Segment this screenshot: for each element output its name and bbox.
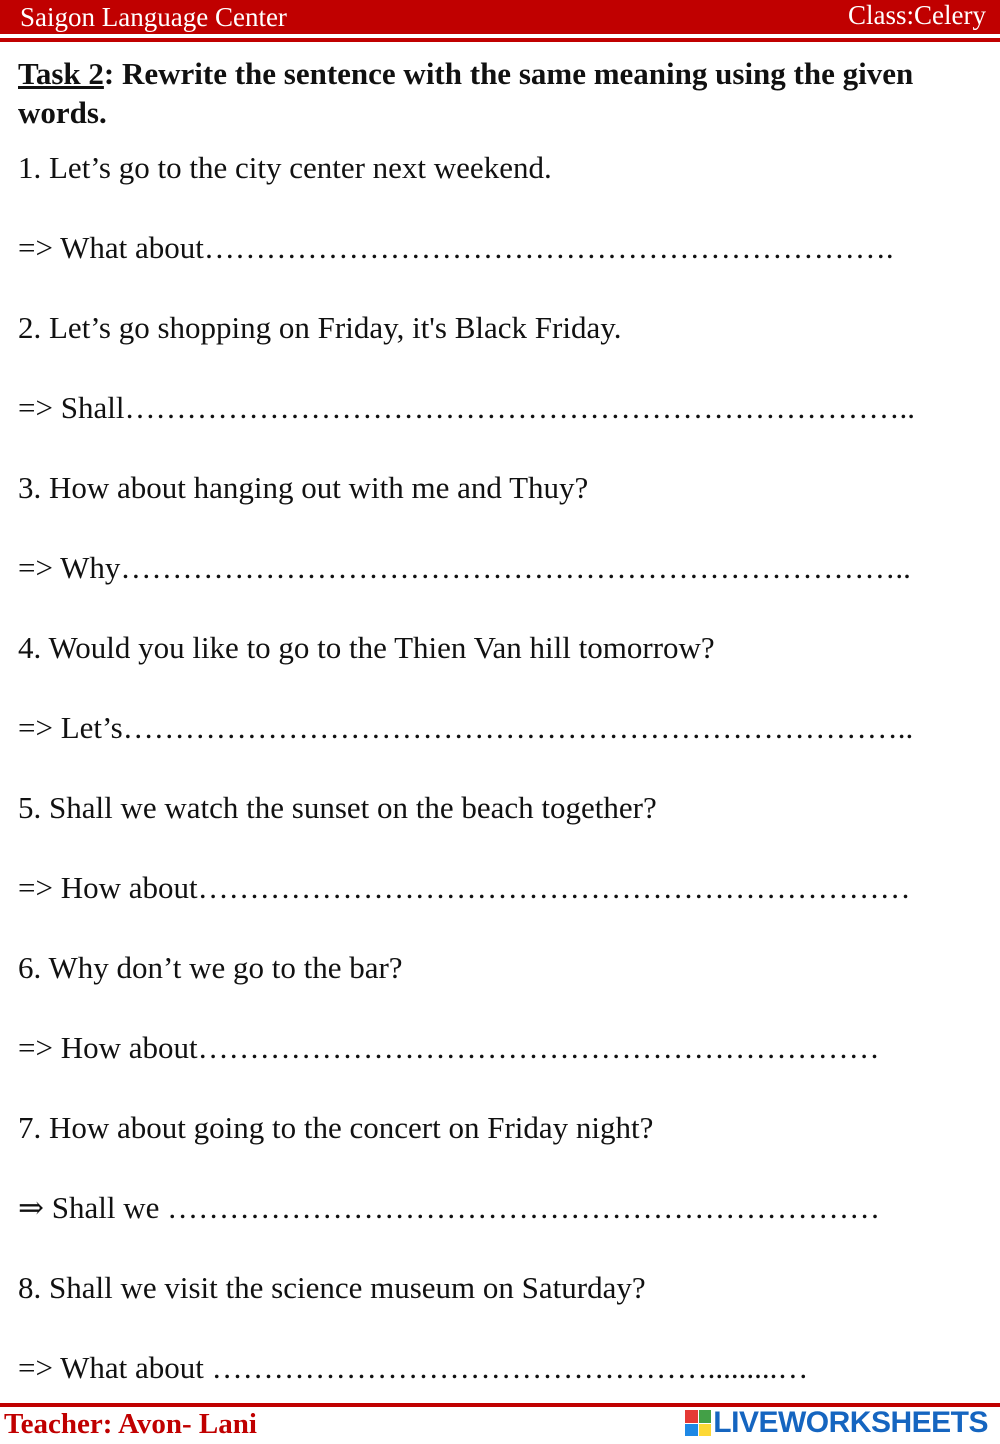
answer-line-7[interactable]: ⇒ Shall we ……………………………………………………………: [18, 1190, 881, 1225]
question-2: 2. Let’s go shopping on Friday, it's Black Friday.: [18, 310, 622, 345]
task-heading: [18, 54, 978, 132]
class-name: Class:Celery: [848, 0, 986, 30]
school-name: Saigon Language Center: [20, 2, 287, 32]
answer-line-1[interactable]: => What about………………………………………………………….: [18, 230, 894, 265]
question-7: 7. How about going to the concert on Friday night?: [18, 1110, 654, 1145]
logo-text: LIVEWORKSHEETS: [713, 1406, 988, 1439]
teacher-name: Teacher: Avon- Lani: [4, 1408, 257, 1440]
answer-line-5[interactable]: => How about……………………………………………………………: [18, 870, 911, 905]
liveworksheets-logo[interactable]: [685, 1406, 988, 1440]
answer-line-2[interactable]: => Shall…………………………………………………………………..: [18, 390, 915, 425]
answer-line-3[interactable]: => Why…………………………………………………………………..: [18, 550, 911, 585]
header-divider: [0, 38, 1000, 42]
question-3: 3. How about hanging out with me and Thuy?: [18, 470, 589, 505]
liveworksheets-logo-icon: [685, 1410, 711, 1436]
task-instruction: : Rewrite the sentence with the same meaning using the given words.: [18, 56, 914, 130]
answer-line-6[interactable]: => How about…………………………………………………………: [18, 1030, 880, 1065]
question-6: 6. Why don’t we go to the bar?: [18, 950, 403, 985]
header-bar: [0, 0, 1000, 34]
question-4: 4. Would you like to go to the Thien Van hill tomorrow?: [18, 630, 715, 665]
answer-line-4[interactable]: => Let’s…………………………………………………………………..: [18, 710, 914, 745]
question-5: 5. Shall we watch the sunset on the beach together?: [18, 790, 657, 825]
question-1: 1. Let’s go to the city center next weekend.: [18, 150, 552, 185]
answer-line-8[interactable]: => What about ………………………………………….........…: [18, 1350, 809, 1385]
task-label: Task 2: [18, 56, 104, 91]
question-8: 8. Shall we visit the science museum on Saturday?: [18, 1270, 646, 1305]
